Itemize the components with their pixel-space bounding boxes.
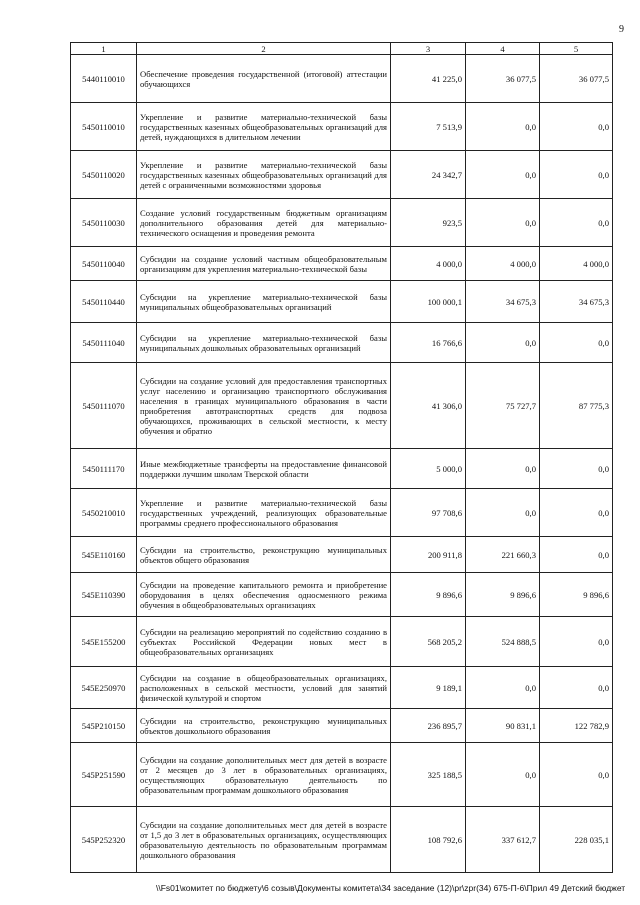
row-value-col5: 0,0 — [540, 151, 613, 199]
row-value-col5: 0,0 — [540, 449, 613, 489]
table-row — [71, 247, 613, 281]
table-row — [71, 807, 613, 873]
row-value-col3: 923,5 — [391, 199, 466, 247]
row-value-col4: 0,0 — [466, 323, 540, 363]
row-value-col5: 0,0 — [540, 617, 613, 667]
row-code: 5450110010 — [71, 103, 137, 151]
row-value-col5: 228 035,1 — [540, 807, 613, 873]
row-value-col4: 0,0 — [466, 667, 540, 709]
table-row — [71, 489, 613, 537]
row-code: 5450111170 — [71, 449, 137, 489]
table-row — [71, 199, 613, 247]
row-value-col5: 0,0 — [540, 489, 613, 537]
col-header-4: 4 — [466, 43, 540, 55]
row-code: 545E110390 — [71, 573, 137, 617]
row-value-col4: 221 660,3 — [466, 537, 540, 573]
row-code: 5450111070 — [71, 363, 137, 449]
row-description: Субсидии на создание дополнительных мест для детей в возрасте от 2 месяцев до 3 лет в образовательных организациях, осуществляющих образовательную деятельность по образовательным программам дошкольного образования — [137, 743, 391, 807]
table-row — [71, 449, 613, 489]
row-value-col3: 24 342,7 — [391, 151, 466, 199]
table-row — [71, 55, 613, 103]
row-description: Укрепление и развитие материально-технической базы государственных казенных общеобразовательных организаций для детей, нуждающихся в длительном лечении — [137, 103, 391, 151]
row-value-col3: 100 000,1 — [391, 281, 466, 323]
row-value-col5: 9 896,6 — [540, 573, 613, 617]
row-value-col3: 5 000,0 — [391, 449, 466, 489]
budget-table — [70, 42, 613, 873]
row-description: Субсидии на проведение капитального ремонта и приобретение оборудования в целях обеспечения односменного режима обучения в общеобразовательных организациях — [137, 573, 391, 617]
row-value-col5: 34 675,3 — [540, 281, 613, 323]
row-value-col5: 122 782,9 — [540, 709, 613, 743]
row-value-col3: 9 896,6 — [391, 573, 466, 617]
col-header-1: 1 — [71, 43, 137, 55]
table-row — [71, 151, 613, 199]
footer-file-path: \\Fs01\комитет по бюджету\6 созыв\Документы комитета\34 заседание (12)\pr\zpr(34) 675-П-6\Прил 49 Детский бюджет — [156, 883, 626, 893]
row-value-col5: 4 000,0 — [540, 247, 613, 281]
row-description: Создание условий государственным бюджетным организациям дополнительного образования детей для материально-технического оснащения и проведения ремонта — [137, 199, 391, 247]
col-header-5: 5 — [540, 43, 613, 55]
row-description: Субсидии на укрепление материально-технической базы муниципальных общеобразовательных организаций — [137, 281, 391, 323]
row-value-col3: 9 189,1 — [391, 667, 466, 709]
row-code: 545P251590 — [71, 743, 137, 807]
row-value-col4: 524 888,5 — [466, 617, 540, 667]
row-value-col3: 236 895,7 — [391, 709, 466, 743]
row-value-col5: 0,0 — [540, 323, 613, 363]
row-value-col4: 90 831,1 — [466, 709, 540, 743]
row-value-col4: 0,0 — [466, 743, 540, 807]
row-description: Субсидии на строительство, реконструкцию муниципальных объектов общего образования — [137, 537, 391, 573]
row-value-col3: 568 205,2 — [391, 617, 466, 667]
row-code: 5450110030 — [71, 199, 137, 247]
row-code: 5450110040 — [71, 247, 137, 281]
table-row — [71, 743, 613, 807]
row-value-col4: 337 612,7 — [466, 807, 540, 873]
row-description: Укрепление и развитие материально-технической базы государственных казенных общеобразовательных организаций для детей с ограниченными возможностями здоровья — [137, 151, 391, 199]
row-code: 5440110010 — [71, 55, 137, 103]
row-value-col3: 108 792,6 — [391, 807, 466, 873]
table-row — [71, 323, 613, 363]
row-value-col3: 200 911,8 — [391, 537, 466, 573]
row-description: Субсидии на создание условий частным общеобразовательным организациям для укрепления материально-технической базы — [137, 247, 391, 281]
row-value-col4: 36 077,5 — [466, 55, 540, 103]
row-code: 545E250970 — [71, 667, 137, 709]
row-value-col5: 87 775,3 — [540, 363, 613, 449]
row-value-col4: 0,0 — [466, 449, 540, 489]
col-header-2: 2 — [137, 43, 391, 55]
row-description: Субсидии на укрепление материально-технической базы муниципальных дошкольных образовательных организаций — [137, 323, 391, 363]
row-value-col3: 97 708,6 — [391, 489, 466, 537]
row-value-col5: 0,0 — [540, 199, 613, 247]
table-row — [71, 617, 613, 667]
row-code: 545P252320 — [71, 807, 137, 873]
header-row — [71, 43, 613, 55]
table-row — [71, 573, 613, 617]
row-code: 5450110440 — [71, 281, 137, 323]
row-value-col4: 0,0 — [466, 151, 540, 199]
row-value-col5: 36 077,5 — [540, 55, 613, 103]
row-code: 5450111040 — [71, 323, 137, 363]
col-header-3: 3 — [391, 43, 466, 55]
row-value-col4: 0,0 — [466, 103, 540, 151]
table-row — [71, 537, 613, 573]
row-value-col4: 0,0 — [466, 199, 540, 247]
table-row — [71, 281, 613, 323]
row-value-col4: 0,0 — [466, 489, 540, 537]
row-value-col3: 16 766,6 — [391, 323, 466, 363]
row-value-col4: 34 675,3 — [466, 281, 540, 323]
row-value-col3: 41 225,0 — [391, 55, 466, 103]
row-value-col4: 4 000,0 — [466, 247, 540, 281]
row-code: 545P210150 — [71, 709, 137, 743]
table-row — [71, 103, 613, 151]
row-value-col4: 9 896,6 — [466, 573, 540, 617]
row-description: Субсидии на создание в общеобразовательных организациях, расположенных в сельской местности, условий для занятий физической культурой и спортом — [137, 667, 391, 709]
row-code: 5450210010 — [71, 489, 137, 537]
table-row — [71, 667, 613, 709]
row-description: Иные межбюджетные трансферты на предоставление финансовой поддержки лучшим школам Тверской области — [137, 449, 391, 489]
row-value-col5: 0,0 — [540, 537, 613, 573]
row-code: 545E110160 — [71, 537, 137, 573]
row-description: Субсидии на создание дополнительных мест для детей в возрасте от 1,5 до 3 лет в образовательных организациях, осуществляющих образовательную деятельность по образовательным программам дошкольного образования — [137, 807, 391, 873]
row-description: Субсидии на создание условий для предоставления транспортных услуг населению и организацию транспортного обслуживания населения в границах муниципального образования в части приобретения автотранспортных средств для подвоза обучающихся, проживающих в сельской местности, к месту обучения и обратно — [137, 363, 391, 449]
row-description: Укрепление и развитие материально-технической базы государственных учреждений, реализующих образовательные программы среднего профессионального образования — [137, 489, 391, 537]
row-description: Обеспечение проведения государственной (итоговой) аттестации обучающихся — [137, 55, 391, 103]
row-value-col5: 0,0 — [540, 667, 613, 709]
row-value-col5: 0,0 — [540, 103, 613, 151]
table-row — [71, 709, 613, 743]
row-value-col4: 75 727,7 — [466, 363, 540, 449]
row-value-col3: 7 513,9 — [391, 103, 466, 151]
row-description: Субсидии на реализацию мероприятий по содействию созданию в субъектах Российской Федерации новых мест в общеобразовательных организациях — [137, 617, 391, 667]
table-row — [71, 363, 613, 449]
row-value-col3: 41 306,0 — [391, 363, 466, 449]
row-value-col3: 325 188,5 — [391, 743, 466, 807]
page-number: 9 — [619, 24, 624, 35]
row-value-col3: 4 000,0 — [391, 247, 466, 281]
row-description: Субсидии на строительство, реконструкцию муниципальных объектов дошкольного образования — [137, 709, 391, 743]
row-code: 5450110020 — [71, 151, 137, 199]
row-code: 545E155200 — [71, 617, 137, 667]
row-value-col5: 0,0 — [540, 743, 613, 807]
